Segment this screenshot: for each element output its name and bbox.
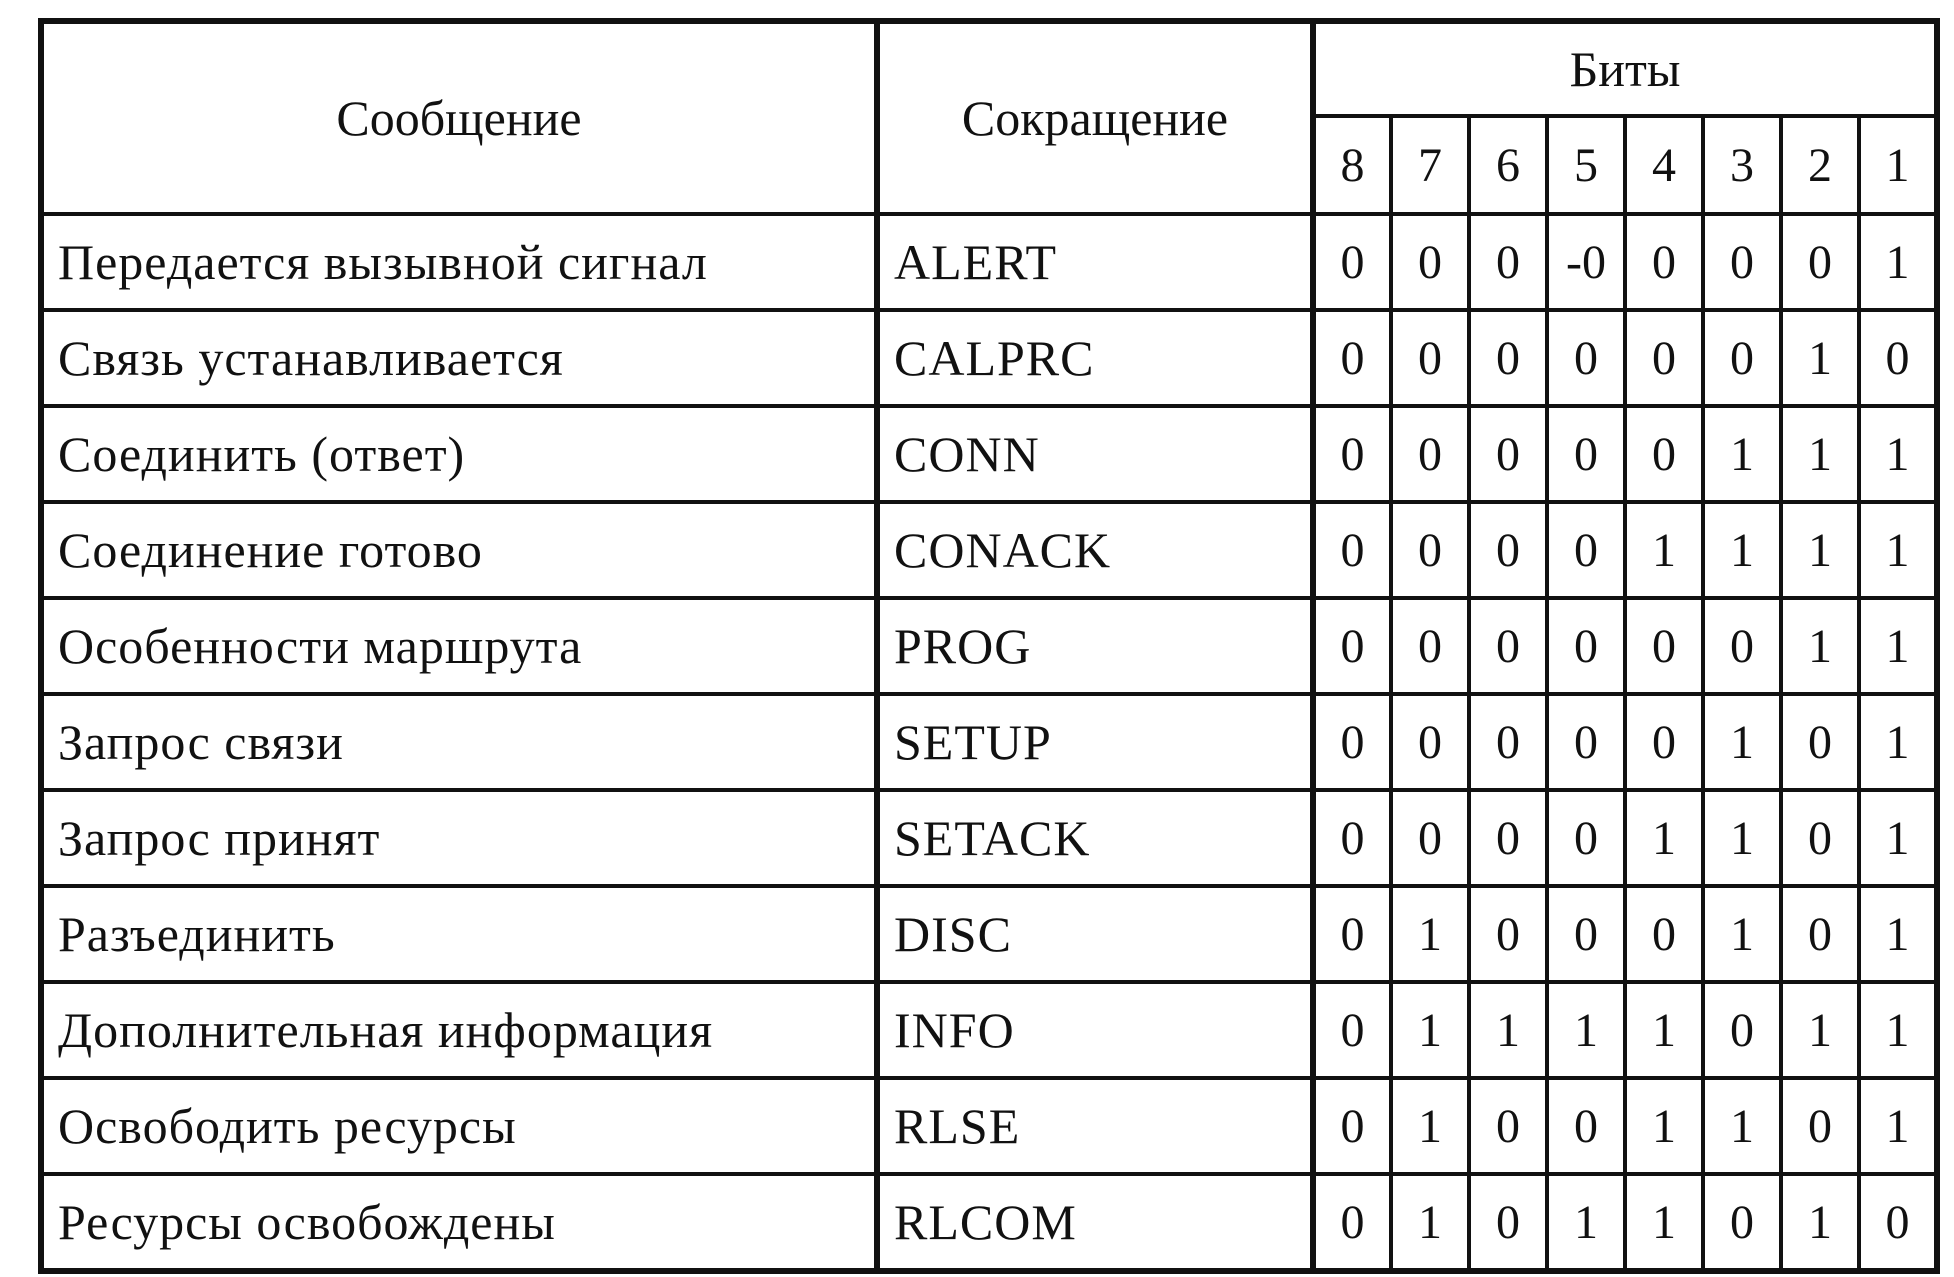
cell-bit-3: 0 (1703, 982, 1781, 1078)
cell-bit-3: 0 (1703, 310, 1781, 406)
cell-bit-3: 1 (1703, 694, 1781, 790)
cell-bit-6: 0 (1469, 310, 1547, 406)
cell-bit-5: 0 (1547, 1078, 1625, 1174)
cell-bit-6: 1 (1469, 982, 1547, 1078)
bit-number-header: 5 (1547, 116, 1625, 214)
cell-bit-4: 0 (1625, 694, 1703, 790)
cell-bit-2: 0 (1781, 790, 1859, 886)
table-row (41, 310, 1937, 406)
cell-message: Дополнительная информация (41, 982, 877, 1078)
cell-message: Освободить ресурсы (41, 1078, 877, 1174)
cell-bit-6: 0 (1469, 598, 1547, 694)
cell-message: Соединение готово (41, 502, 877, 598)
cell-bit-1: 1 (1859, 982, 1937, 1078)
header-bits: Биты (1313, 21, 1937, 116)
bit-number-header: 8 (1313, 116, 1391, 214)
table-row (41, 790, 1937, 886)
cell-bit-3: 1 (1703, 886, 1781, 982)
cell-bit-4: 0 (1625, 310, 1703, 406)
cell-bit-5: -0 (1547, 214, 1625, 310)
cell-bit-8: 0 (1313, 1174, 1391, 1271)
cell-message: Особенности маршрута (41, 598, 877, 694)
cell-bit-2: 0 (1781, 1078, 1859, 1174)
cell-bit-5: 0 (1547, 886, 1625, 982)
cell-bit-8: 0 (1313, 790, 1391, 886)
cell-bit-6: 0 (1469, 1078, 1547, 1174)
cell-abbreviation: CONACK (877, 502, 1313, 598)
cell-bit-6: 0 (1469, 1174, 1547, 1271)
cell-bit-4: 0 (1625, 886, 1703, 982)
cell-abbreviation: DISC (877, 886, 1313, 982)
cell-bit-8: 0 (1313, 310, 1391, 406)
cell-message: Запрос принят (41, 790, 877, 886)
cell-bit-3: 1 (1703, 502, 1781, 598)
cell-bit-1: 1 (1859, 406, 1937, 502)
cell-bit-1: 1 (1859, 214, 1937, 310)
cell-bit-3: 1 (1703, 1078, 1781, 1174)
table-row (41, 214, 1937, 310)
message-codes-table (38, 18, 1940, 1274)
cell-bit-4: 1 (1625, 790, 1703, 886)
cell-bit-6: 0 (1469, 214, 1547, 310)
cell-bit-6: 0 (1469, 790, 1547, 886)
cell-bit-7: 1 (1391, 982, 1469, 1078)
cell-bit-5: 0 (1547, 406, 1625, 502)
bit-number-header: 1 (1859, 116, 1937, 214)
table-row (41, 598, 1937, 694)
cell-bit-1: 1 (1859, 694, 1937, 790)
cell-bit-2: 1 (1781, 310, 1859, 406)
cell-abbreviation: ALERT (877, 214, 1313, 310)
cell-bit-3: 1 (1703, 790, 1781, 886)
cell-bit-6: 0 (1469, 406, 1547, 502)
cell-bit-7: 0 (1391, 502, 1469, 598)
cell-bit-7: 0 (1391, 790, 1469, 886)
cell-bit-5: 0 (1547, 502, 1625, 598)
table-row (41, 1174, 1937, 1271)
cell-bit-1: 0 (1859, 1174, 1937, 1271)
cell-message: Соединить (ответ) (41, 406, 877, 502)
table-row (41, 982, 1937, 1078)
cell-bit-8: 0 (1313, 886, 1391, 982)
cell-bit-5: 0 (1547, 598, 1625, 694)
cell-bit-4: 0 (1625, 598, 1703, 694)
cell-bit-4: 0 (1625, 406, 1703, 502)
table-row (41, 502, 1937, 598)
cell-bit-4: 1 (1625, 1078, 1703, 1174)
cell-bit-7: 1 (1391, 886, 1469, 982)
cell-bit-3: 0 (1703, 214, 1781, 310)
cell-bit-6: 0 (1469, 886, 1547, 982)
cell-bit-7: 1 (1391, 1078, 1469, 1174)
cell-bit-1: 1 (1859, 502, 1937, 598)
table-row (41, 886, 1937, 982)
cell-bit-4: 1 (1625, 502, 1703, 598)
cell-bit-5: 0 (1547, 310, 1625, 406)
cell-bit-3: 0 (1703, 598, 1781, 694)
cell-bit-4: 1 (1625, 982, 1703, 1078)
cell-bit-7: 0 (1391, 406, 1469, 502)
table-body (41, 214, 1937, 1271)
cell-bit-7: 0 (1391, 214, 1469, 310)
cell-abbreviation: INFO (877, 982, 1313, 1078)
cell-bit-3: 1 (1703, 406, 1781, 502)
bit-number-header: 7 (1391, 116, 1469, 214)
cell-abbreviation: RLCOM (877, 1174, 1313, 1271)
cell-abbreviation: CONN (877, 406, 1313, 502)
table-row (41, 406, 1937, 502)
cell-bit-2: 1 (1781, 982, 1859, 1078)
cell-bit-1: 1 (1859, 598, 1937, 694)
cell-abbreviation: SETACK (877, 790, 1313, 886)
cell-bit-8: 0 (1313, 982, 1391, 1078)
cell-bit-8: 0 (1313, 214, 1391, 310)
cell-bit-8: 0 (1313, 1078, 1391, 1174)
cell-bit-2: 1 (1781, 406, 1859, 502)
cell-message: Разъединить (41, 886, 877, 982)
cell-abbreviation: SETUP (877, 694, 1313, 790)
cell-bit-6: 0 (1469, 694, 1547, 790)
table-row (41, 694, 1937, 790)
cell-abbreviation: RLSE (877, 1078, 1313, 1174)
bit-number-header: 6 (1469, 116, 1547, 214)
cell-bit-2: 0 (1781, 214, 1859, 310)
cell-bit-2: 0 (1781, 886, 1859, 982)
cell-bit-5: 1 (1547, 982, 1625, 1078)
cell-bit-5: 0 (1547, 790, 1625, 886)
cell-bit-1: 1 (1859, 790, 1937, 886)
cell-bit-5: 1 (1547, 1174, 1625, 1271)
header-abbreviation: Сокращение (877, 21, 1313, 214)
cell-message: Запрос связи (41, 694, 877, 790)
cell-bit-1: 0 (1859, 310, 1937, 406)
cell-bit-1: 1 (1859, 1078, 1937, 1174)
cell-bit-5: 0 (1547, 694, 1625, 790)
cell-bit-8: 0 (1313, 694, 1391, 790)
cell-bit-2: 1 (1781, 502, 1859, 598)
cell-message: Передается вызывной сигнал (41, 214, 877, 310)
cell-bit-8: 0 (1313, 406, 1391, 502)
cell-bit-6: 0 (1469, 502, 1547, 598)
bit-number-header: 3 (1703, 116, 1781, 214)
bit-number-header: 2 (1781, 116, 1859, 214)
cell-bit-7: 0 (1391, 310, 1469, 406)
cell-bit-2: 0 (1781, 694, 1859, 790)
bit-number-header: 4 (1625, 116, 1703, 214)
cell-bit-7: 1 (1391, 1174, 1469, 1271)
cell-bit-2: 1 (1781, 598, 1859, 694)
cell-bit-8: 0 (1313, 598, 1391, 694)
cell-bit-7: 0 (1391, 694, 1469, 790)
header-message: Сообщение (41, 21, 877, 214)
cell-bit-4: 0 (1625, 214, 1703, 310)
cell-message: Ресурсы освобождены (41, 1174, 877, 1271)
cell-bit-2: 1 (1781, 1174, 1859, 1271)
cell-bit-7: 0 (1391, 598, 1469, 694)
cell-message: Связь устанавливается (41, 310, 877, 406)
cell-bit-3: 0 (1703, 1174, 1781, 1271)
cell-abbreviation: PROG (877, 598, 1313, 694)
table-header (41, 21, 1937, 214)
cell-bit-4: 1 (1625, 1174, 1703, 1271)
table-row (41, 1078, 1937, 1174)
cell-abbreviation: CALPRC (877, 310, 1313, 406)
cell-bit-1: 1 (1859, 886, 1937, 982)
cell-bit-8: 0 (1313, 502, 1391, 598)
